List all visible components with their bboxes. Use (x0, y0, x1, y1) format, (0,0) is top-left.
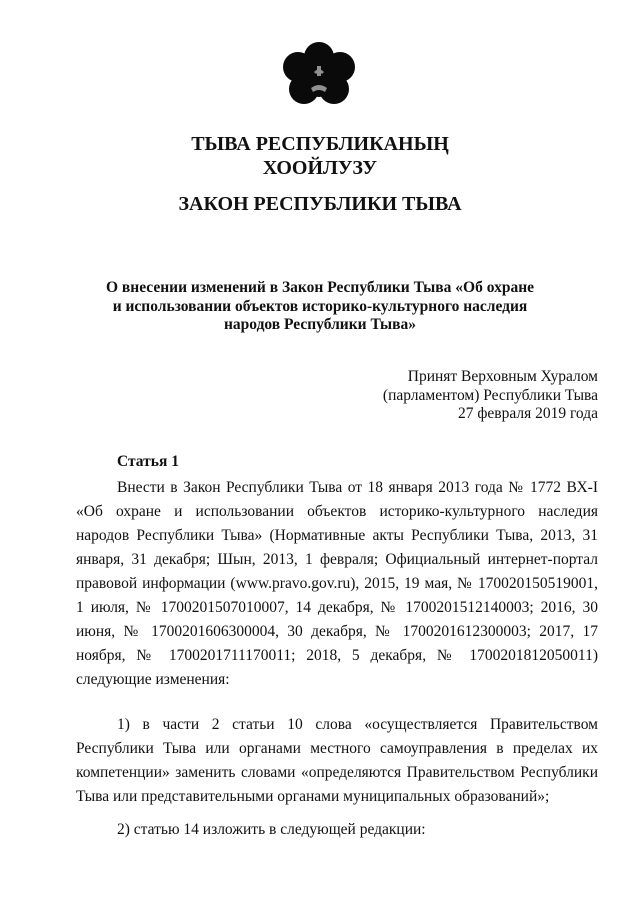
tuva-emblem-icon (281, 42, 357, 108)
law-title: ЗАКОН РЕСПУБЛИКИ ТЫВА (178, 193, 462, 215)
item-2-paragraph (76, 818, 598, 842)
adoption-line-1: Принят Верховным Хуралом (407, 368, 598, 385)
item-1-text: 1) в части 2 статьи 10 слова «осуществляется Правительством Республики Тыва или органами местного самоуправления в пределах их компетенции» заменить словами «определяются Правительством Республики Тыва или представительными органами муниципальных образований»; (76, 716, 598, 805)
header-line-1: ТЫВА РЕСПУБЛИКАНЫҢ (191, 133, 449, 155)
article-intro-text: Внести в Закон Республики Тыва от 18 января 2013 года № 1772 ВХ-I «Об охране и использовании объектов историко-культурного наследия народов Республики Тыва» (Нормативные акты Республики Тыва, 2013, 31 января, 31 декабря; Шын, 2013, 1 февраля; Официальный интернет-портал правовой информации (www.pravo.gov.ru), 2015, 19 мая, № 170020150519001, 1 июля, № 1700201507010007, 14 декабря, № 1700201512140003; 2016, 30 июня, № 1700201606300004, 30 декабря, № 1700201612300003; 2017, 17 ноября, № 1700201711170011; 2018, 5 декабря, № 1700201812050011) следующие изменения: (76, 479, 598, 688)
article-intro-paragraph (76, 476, 598, 692)
header-line-2: ХООЙЛУЗУ (262, 157, 378, 179)
item-2-text: 2) статью 14 изложить в следующей редакции: (117, 821, 426, 838)
item-1-paragraph (76, 713, 598, 809)
adoption-block (383, 368, 598, 424)
adoption-date: 27 февраля 2019 года (457, 405, 598, 422)
adoption-line-2: (парламентом) Республики Тыва (382, 386, 598, 404)
article-heading: Статья 1 (117, 453, 179, 470)
law-subject: О внесении изменений в Закон Республики Тыва «Об охране и использовании объектов историко-культурного наследия народов Республики Тыва» (105, 279, 535, 333)
